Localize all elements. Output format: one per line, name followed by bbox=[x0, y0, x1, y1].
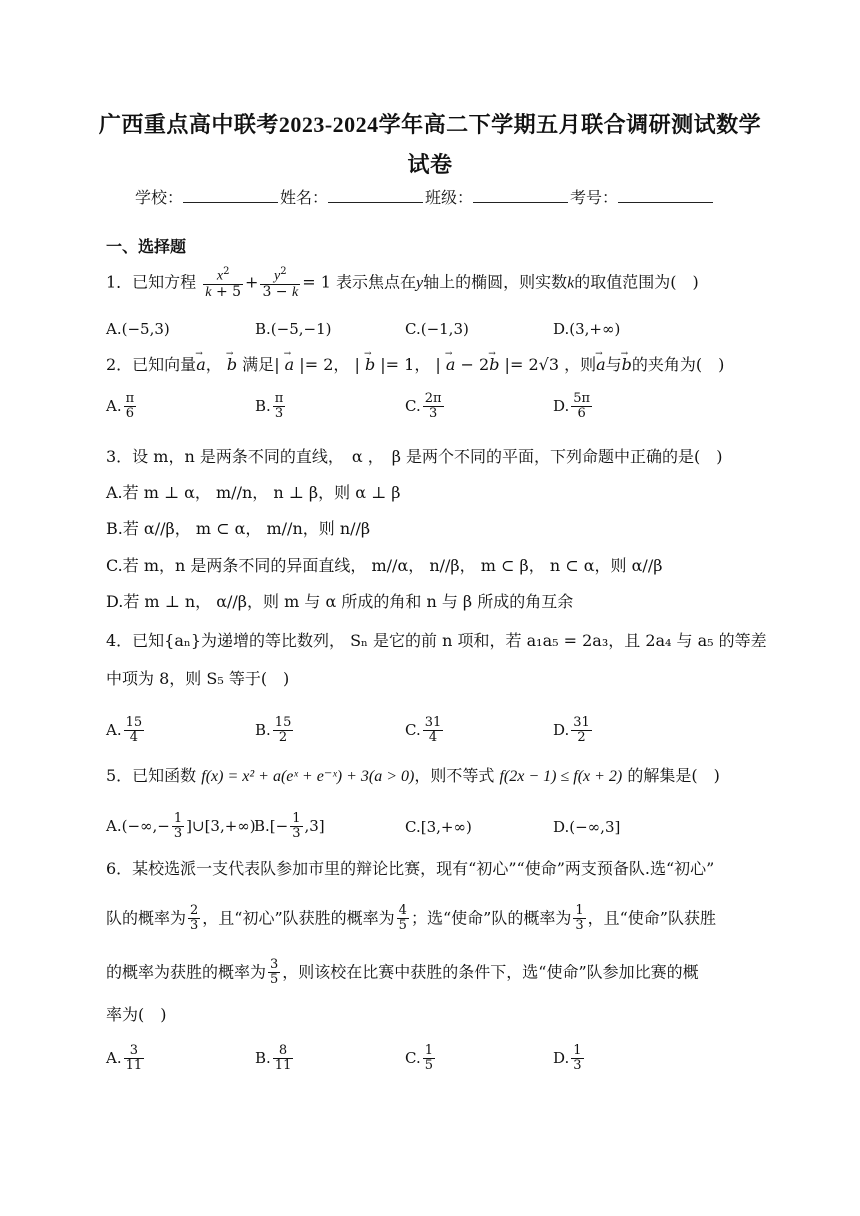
q3-option-c[interactable]: C.若 m，n 是两条不同的异面直线， m//α， n//β， m ⊂ β， n ⊂ α，则 α//β bbox=[106, 556, 663, 575]
q2-text-1: 满足 bbox=[242, 355, 275, 374]
q5-b-letter: B. bbox=[254, 816, 270, 835]
q5-a-letter: A. bbox=[106, 816, 122, 835]
question-1: 1．已知方程 $\frac{x^2}{k + 5}$ + $\frac{y^2}{3 - k}$ = 1 表示焦点在y轴上的椭圆，则实数k的取值范围为( ) bbox=[106, 266, 699, 301]
q2-option-d[interactable] bbox=[553, 392, 594, 422]
q6-f3-num: 1 bbox=[575, 903, 584, 918]
q6-b-den: 11 bbox=[274, 1058, 292, 1074]
q6-l2a: 队的概率为 bbox=[106, 908, 187, 928]
q2-c-letter: C. bbox=[405, 396, 421, 415]
q2-b-den: 3 bbox=[274, 406, 284, 422]
q2-a-letter: A. bbox=[106, 396, 122, 415]
q6-a-num: 3 bbox=[124, 1044, 145, 1059]
question-5 bbox=[106, 765, 720, 788]
q1-option-b[interactable] bbox=[255, 318, 332, 340]
q5-option-a[interactable] bbox=[106, 812, 256, 842]
q6-l2b: ，且“初心”队获胜的概率为 bbox=[202, 908, 395, 928]
q2-d-num: 5π bbox=[573, 391, 591, 406]
q6-d-letter: D. bbox=[553, 1048, 570, 1067]
question-3-stem: 3．设 m，n 是两条不同的直线， α ， β 是两个不同的平面，下列命题中正确的是( ) bbox=[106, 447, 723, 466]
q4-d-letter: D. bbox=[553, 720, 570, 739]
q6-c-letter: C. bbox=[405, 1048, 421, 1067]
q1-a-value: (−5,3) bbox=[121, 320, 170, 338]
q2-option-a[interactable] bbox=[106, 392, 138, 422]
q5-option-b[interactable] bbox=[254, 812, 325, 842]
q4-b-num: 15 bbox=[274, 715, 292, 730]
q1-var-k: k bbox=[567, 274, 575, 292]
q4-option-a[interactable] bbox=[106, 716, 146, 746]
q6-a-letter: A. bbox=[106, 1048, 122, 1067]
q4-a-den: 4 bbox=[129, 730, 139, 746]
q1-text-1: 表示焦点在 bbox=[335, 272, 416, 292]
q5-a-pre: (−∞,− bbox=[121, 816, 170, 835]
q1-d-letter: D. bbox=[553, 320, 570, 338]
q1-option-c[interactable] bbox=[405, 318, 469, 340]
q5-stem-a: 5．已知函数 bbox=[106, 766, 197, 785]
q6-f3-den: 3 bbox=[575, 918, 584, 934]
q2-text-4: 的夹角为( ) bbox=[631, 355, 725, 374]
q6-c-den: 5 bbox=[424, 1058, 433, 1074]
q2-b-letter: B. bbox=[255, 396, 271, 415]
q6-option-a[interactable] bbox=[106, 1044, 146, 1074]
q6-l3b: ，则该校在比赛中获胜的条件下，选“使命”队参加比赛的概 bbox=[282, 962, 699, 982]
number-blank bbox=[618, 188, 713, 203]
q5-b-num: 1 bbox=[292, 811, 301, 826]
q4-a-num: 15 bbox=[125, 715, 143, 730]
name-label: 姓名： bbox=[280, 188, 329, 207]
q4-option-b[interactable] bbox=[255, 716, 295, 746]
q3-option-d[interactable]: D.若 m ⊥ n， α//β，则 m 与 α 所成的角和 n 与 β 所成的角互余 bbox=[106, 592, 574, 611]
q2-b-num: π bbox=[274, 391, 284, 406]
q6-f4-den: 5 bbox=[270, 972, 279, 988]
q4-b-letter: B. bbox=[255, 720, 271, 739]
q6-l2c: ；选“使命”队的概率为 bbox=[410, 908, 572, 928]
q4-option-c[interactable] bbox=[405, 716, 445, 746]
q1-fraction-y: $\frac{y^2}{3 - k}$ bbox=[262, 266, 299, 301]
q5-b-pre: [− bbox=[269, 816, 289, 835]
section-heading: 一、选择题 bbox=[106, 237, 187, 256]
q4-a-letter: A. bbox=[106, 720, 122, 739]
q4-c-den: 4 bbox=[428, 730, 438, 746]
q1-a-letter: A. bbox=[106, 320, 122, 338]
question-6-line1: 6．某校选派一支代表队参加市里的辩论比赛，现有“初心”“使命”两支预备队.选“初心” bbox=[106, 859, 715, 878]
q2-c-num: 2π bbox=[424, 391, 442, 406]
q5-b-den: 3 bbox=[292, 826, 301, 842]
q3-option-a[interactable]: A.若 m ⊥ α， m//n， n ⊥ β，则 α ⊥ β bbox=[106, 483, 401, 502]
question-6-line3 bbox=[106, 958, 699, 988]
q4-c-num: 31 bbox=[424, 715, 442, 730]
q1-text-2: 轴上的椭圆，则实数 bbox=[423, 272, 568, 292]
q6-d-num: 1 bbox=[573, 1043, 582, 1058]
q1-text-3: 的取值范围为( ) bbox=[574, 272, 699, 292]
q6-c-num: 1 bbox=[424, 1043, 433, 1058]
q6-f4-num: 3 bbox=[270, 957, 279, 972]
q5-b-post: ,3] bbox=[304, 816, 325, 835]
name-blank bbox=[328, 188, 423, 203]
q1-option-a[interactable] bbox=[106, 318, 170, 340]
class-blank bbox=[473, 188, 568, 203]
school-blank bbox=[183, 188, 278, 203]
q4-b-den: 2 bbox=[278, 730, 288, 746]
q6-option-d[interactable] bbox=[553, 1044, 586, 1074]
question-6-line2 bbox=[106, 904, 716, 934]
q1-c-letter: C. bbox=[405, 320, 421, 338]
q4-d-num: 31 bbox=[573, 715, 590, 730]
q1-option-d[interactable] bbox=[553, 318, 620, 340]
q2-text-2: ，则 bbox=[564, 355, 597, 374]
student-info-row bbox=[135, 185, 715, 208]
q6-a-den: 11 bbox=[125, 1058, 143, 1074]
q4-d-den: 2 bbox=[577, 730, 586, 746]
question-2: 2．已知向量→ a， → b 满足| → a |= 2， | → b |= 1， | → a − 2→ b |= 2√3 ，则→ a与→ b的夹角为( ) bbox=[106, 354, 724, 376]
school-label: 学校： bbox=[135, 188, 184, 207]
q2-a-num: π bbox=[125, 391, 135, 406]
question-4-line1: 4．已知{aₙ}为递增的等比数列， Sₙ 是它的前 n 项和，若 a₁a₅ = 2a₃，且 2a₄ 与 a₅ 的等差 bbox=[106, 631, 767, 650]
q5-option-d[interactable] bbox=[553, 816, 620, 838]
q5-d-letter: D. bbox=[553, 818, 570, 836]
q1-b-value: (−5,−1) bbox=[270, 320, 332, 338]
q3-option-b[interactable]: B.若 α//β， m ⊂ α， m//n，则 n//β bbox=[106, 519, 371, 538]
q6-f2-den: 5 bbox=[398, 918, 407, 934]
q6-f1-den: 3 bbox=[190, 918, 199, 934]
q6-option-b[interactable] bbox=[255, 1044, 295, 1074]
q5-c-letter: C. bbox=[405, 818, 421, 836]
q5-stem-b: ，则不等式 bbox=[414, 766, 495, 785]
q2-text-3: 与 bbox=[605, 355, 622, 374]
q6-d-den: 3 bbox=[573, 1058, 582, 1074]
q5-stem-c: 的解集是( ) bbox=[627, 766, 720, 785]
q2-option-b[interactable] bbox=[255, 392, 287, 422]
q5-inequality: f(2x − 1) ≤ f(x + 2) bbox=[499, 768, 623, 785]
exam-title-line1: 广西重点高中联考2023-2024学年高二下学期五月联合调研测试数学 bbox=[98, 112, 762, 137]
q1-fraction-x: $\frac{x^2}{k + 5}$ bbox=[205, 266, 242, 301]
q2-option-c[interactable] bbox=[405, 392, 446, 422]
q2-d-den: 6 bbox=[577, 406, 586, 422]
q5-a-post: ]∪[3,+∞) bbox=[186, 816, 256, 835]
question-6-line4: 率为( ) bbox=[106, 1005, 167, 1024]
q5-a-num: 1 bbox=[173, 811, 183, 826]
q1-var-y: y bbox=[416, 274, 424, 292]
q5-d-value: (−∞,3] bbox=[569, 818, 621, 836]
q2-d-letter: D. bbox=[553, 396, 570, 415]
exam-title-line2: 试卷 bbox=[407, 152, 453, 177]
q1-c-value: (−1,3) bbox=[420, 320, 469, 338]
q6-option-c[interactable] bbox=[405, 1044, 437, 1074]
q1-b-letter: B. bbox=[255, 320, 271, 338]
class-label: 班级： bbox=[425, 188, 474, 207]
q6-f1-num: 2 bbox=[190, 903, 199, 918]
q5-option-c[interactable] bbox=[405, 816, 472, 838]
q4-option-d[interactable] bbox=[553, 716, 594, 746]
q5-c-value: [3,+∞) bbox=[420, 818, 472, 836]
q6-b-num: 8 bbox=[273, 1044, 294, 1059]
q5-a-den: 3 bbox=[173, 826, 183, 842]
q4-c-letter: C. bbox=[405, 720, 421, 739]
q1-number: 1．已知方程 bbox=[106, 272, 197, 292]
q2-number: 2．已知向量 bbox=[106, 355, 197, 374]
q5-formula: f(x) = x² + a(eˣ + e⁻ˣ) + 3(a > 0) bbox=[201, 768, 415, 785]
q1-d-value: (3,+∞) bbox=[569, 320, 621, 338]
question-4-line2: 中项为 8，则 S₅ 等于( ) bbox=[106, 669, 290, 688]
number-label: 考号： bbox=[570, 188, 619, 207]
q2-c-den: 3 bbox=[428, 406, 438, 422]
q2-a-den: 6 bbox=[125, 406, 135, 422]
q6-l2d: ，且“使命”队获胜 bbox=[587, 908, 716, 928]
q6-b-letter: B. bbox=[255, 1048, 271, 1067]
q6-f2-num: 4 bbox=[398, 903, 407, 918]
q6-l3a: 的概率为获胜的概率为 bbox=[106, 962, 267, 982]
